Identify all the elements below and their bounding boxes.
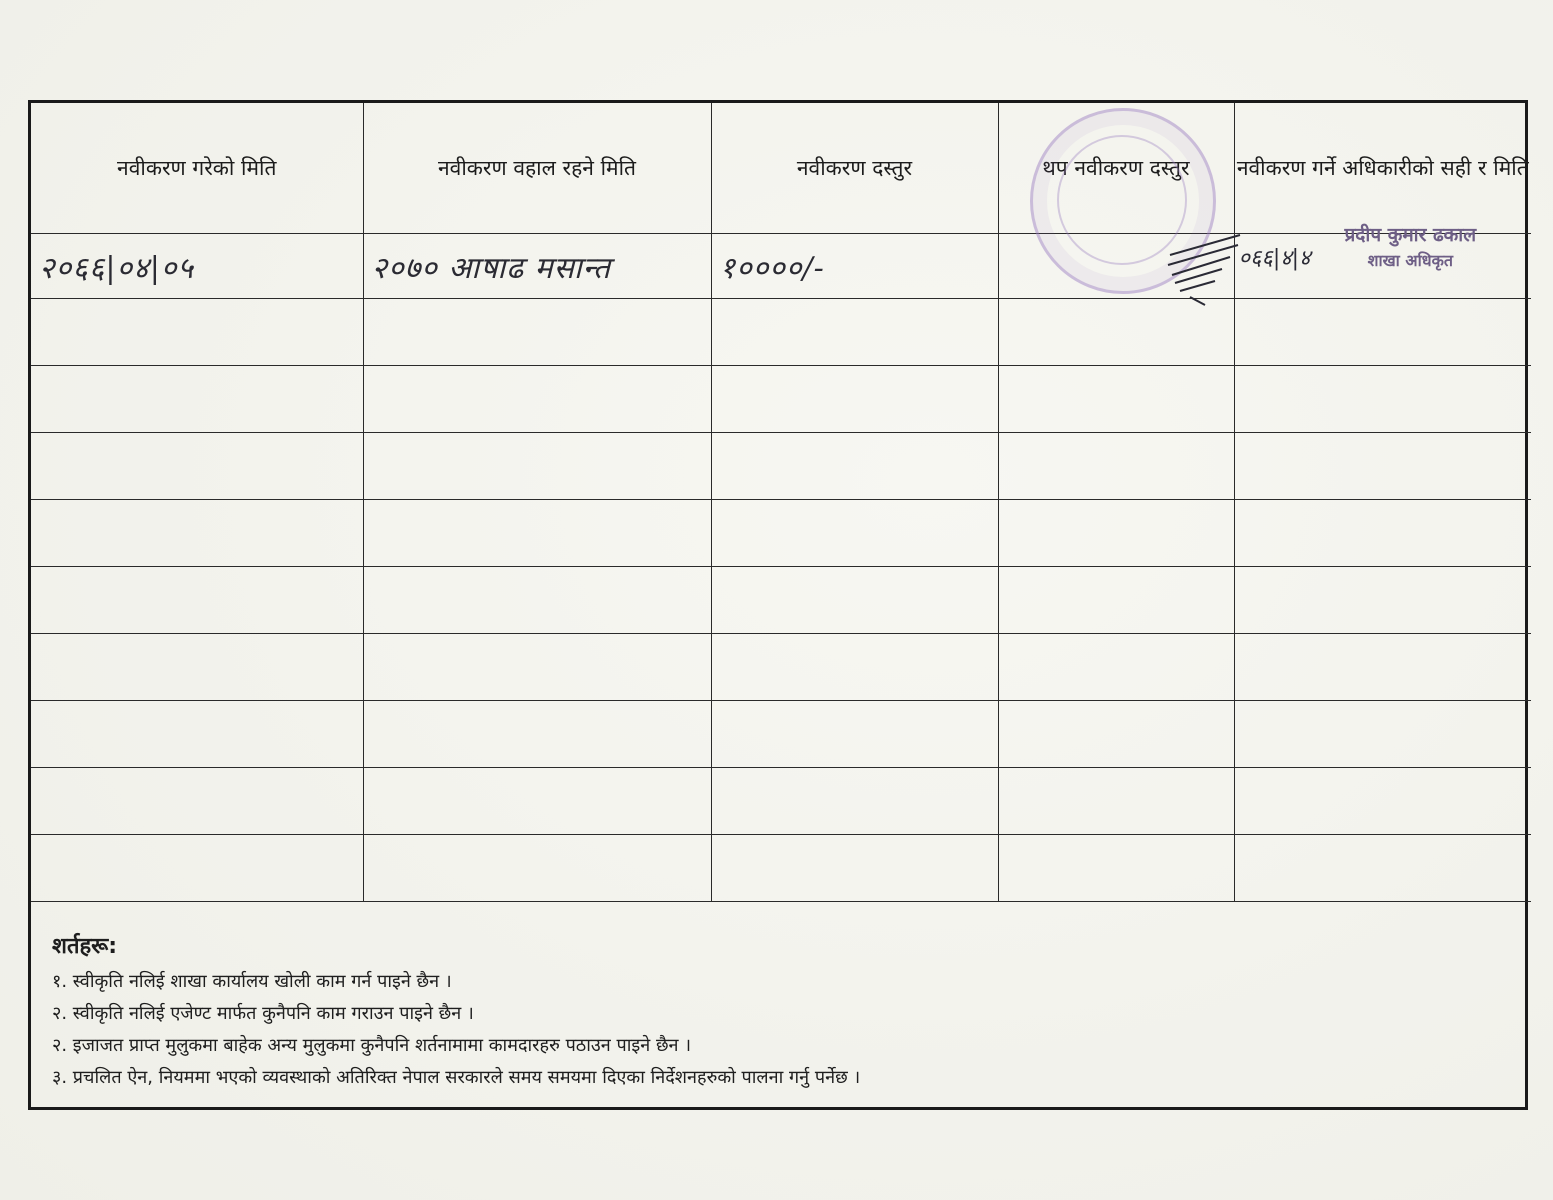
renewal-date-value: २०६६|०४|०५ bbox=[39, 250, 195, 286]
signature-scribble bbox=[1160, 225, 1250, 315]
extra-fee-value bbox=[999, 249, 1007, 284]
table-row bbox=[31, 701, 1531, 768]
renewal-table bbox=[31, 103, 1531, 902]
term-item: १. स्वीकृति नलिई शाखा कार्यालय खोली काम गर्न पाइने छैन । bbox=[52, 971, 452, 992]
fee-value: १००००/- bbox=[719, 250, 825, 286]
cell-renewal-date bbox=[31, 234, 363, 299]
table-row bbox=[31, 634, 1531, 701]
header-valid-until: नवीकरण वहाल रहने मिति bbox=[363, 103, 711, 234]
table-row bbox=[31, 567, 1531, 634]
table-row bbox=[31, 500, 1531, 567]
header-officer-signature: नवीकरण गर्ने अधिकारीको सही र मिति bbox=[1234, 103, 1531, 234]
table-row bbox=[31, 433, 1531, 500]
term-item: ३. प्रचलित ऐन, नियममा भएको व्यवस्थाको अतिरिक्त नेपाल सरकारले समय समयमा दिएका निर्देशनहरुको पालना गर्नु पर्नेछ । bbox=[52, 1067, 861, 1088]
table-header-row bbox=[31, 103, 1531, 234]
table-row bbox=[31, 768, 1531, 835]
header-renewal-date: नवीकरण गरेको मिति bbox=[31, 103, 363, 234]
table-row bbox=[31, 299, 1531, 366]
table-row bbox=[31, 234, 1531, 299]
valid-until-value: २०७० आषाढ मसान्त bbox=[371, 250, 611, 286]
term-item: २. इजाजत प्राप्त मुलुकमा बाहेक अन्य मुलुकमा कुनैपनि शर्तनामामा कामदारहरु पठाउन पाइने छैन । bbox=[52, 1035, 692, 1056]
officer-title: शाखा अधिकृत bbox=[1367, 251, 1454, 270]
term-item: २. स्वीकृति नलिई एजेण्ट मार्फत कुनैपनि काम गराउन पाइने छैन । bbox=[52, 1003, 474, 1024]
terms-section bbox=[52, 930, 1492, 1094]
signature-date: ०६६|४|४ bbox=[1238, 246, 1311, 271]
officer-stamp-text bbox=[1345, 222, 1477, 274]
header-renewal-fee: नवीकरण दस्तुर bbox=[711, 103, 998, 234]
cell-officer-signature bbox=[1234, 224, 1531, 299]
table-row bbox=[31, 835, 1531, 902]
cell-valid-until bbox=[363, 234, 711, 299]
table-row bbox=[31, 366, 1531, 433]
header-extra-fee: थप नवीकरण दस्तुर bbox=[998, 103, 1234, 234]
terms-heading: शर्तहरू: bbox=[52, 934, 118, 959]
officer-name: प्रदीप कुमार ढकाल bbox=[1344, 224, 1477, 246]
cell-fee bbox=[711, 234, 998, 299]
